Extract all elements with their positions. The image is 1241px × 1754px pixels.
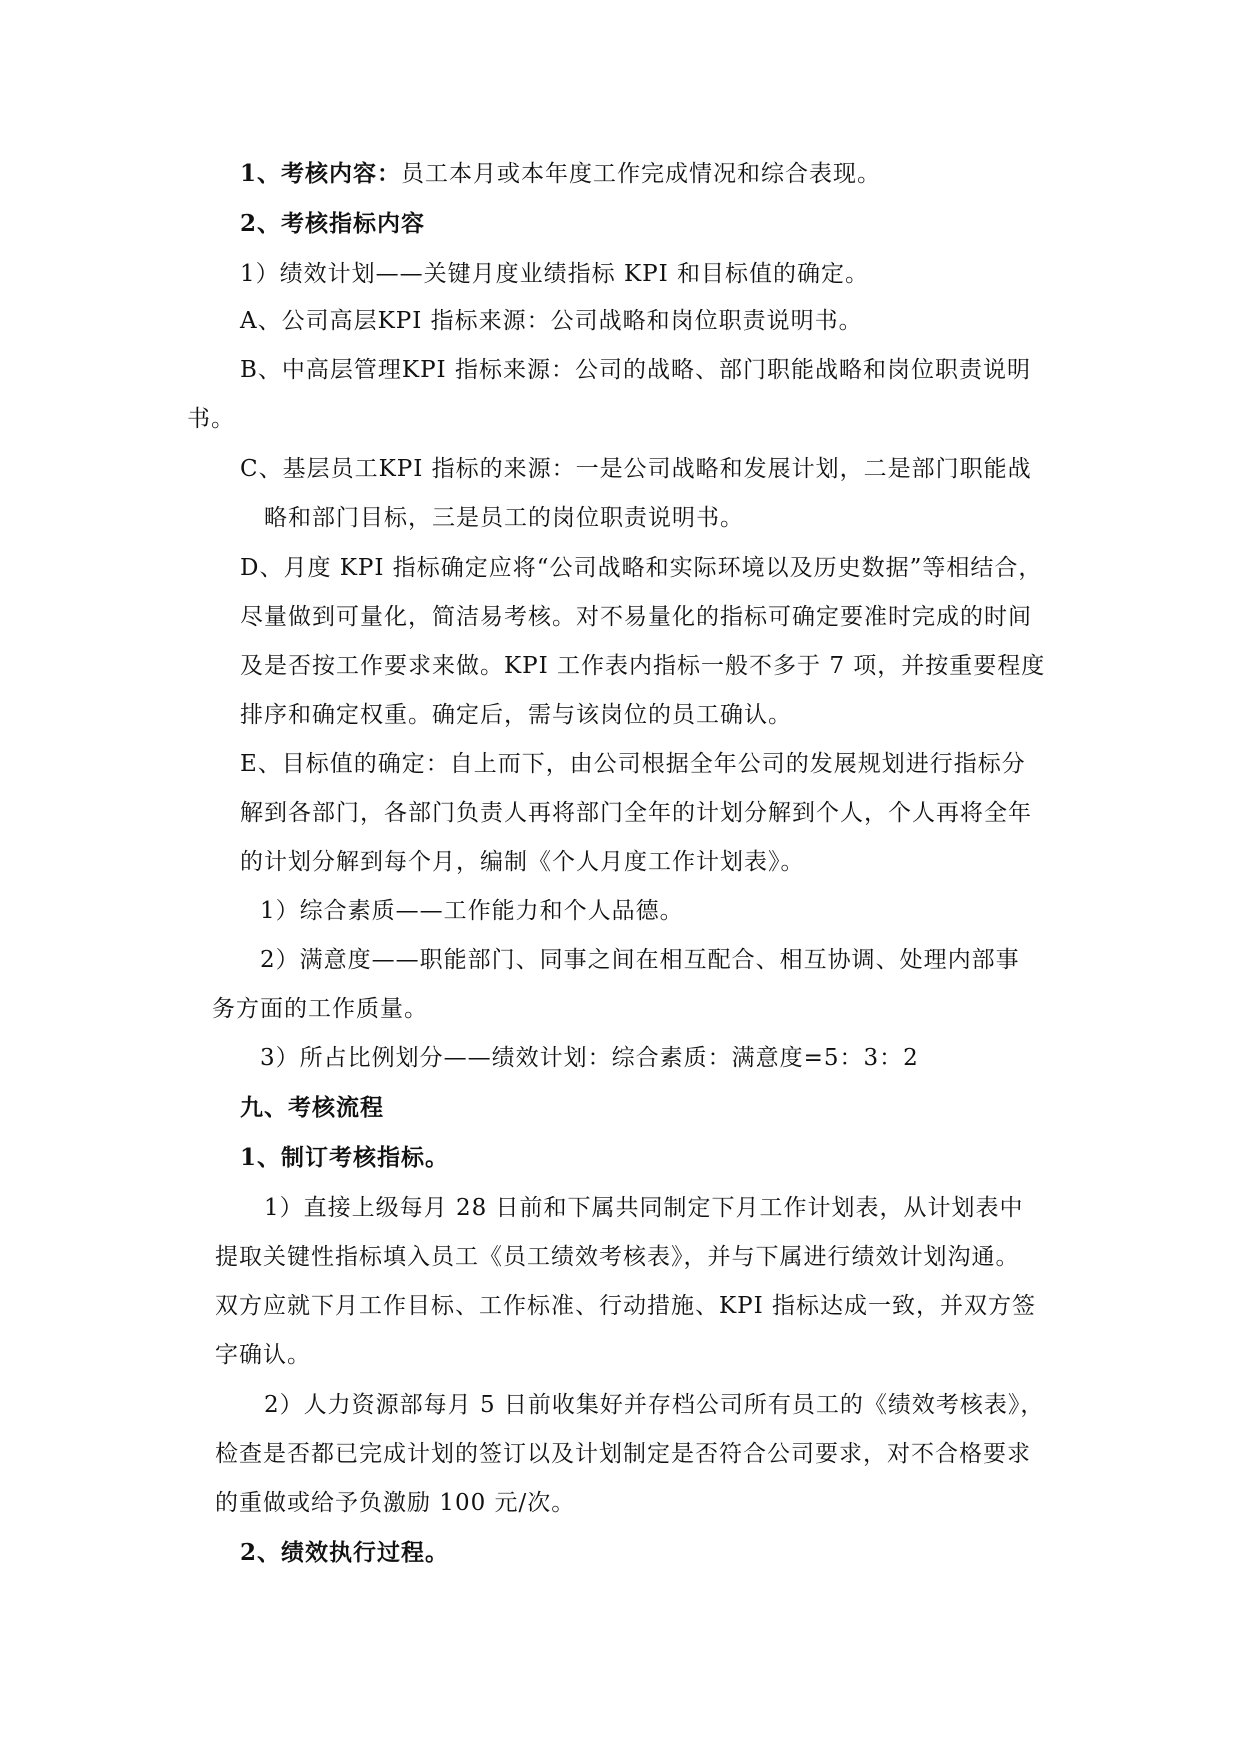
paragraph-line [215,1241,1020,1273]
bold-heading: 九、考核流程 [240,1094,384,1121]
line-text: 书。 [187,406,235,432]
paragraph-line [215,1290,1036,1322]
section-heading [240,1092,384,1124]
line-text: 1）绩效计划——关键月度业绩指标 KPI 和目标值的确定。 [240,261,869,287]
paragraph-line [215,1438,1031,1470]
line-text: 1）直接上级每月 28 日前和下属共同制定下月工作计划表，从计划表中 [264,1195,1024,1221]
paragraph-line [240,797,1032,829]
line-text: 排序和确定权重。确定后，需与该岗位的员工确认。 [240,702,792,728]
paragraph-line [187,403,235,435]
line-text: 1）综合素质——工作能力和个人品德。 [260,898,684,924]
paragraph-line [260,895,684,927]
bold-heading: 2、绩效执行过程。 [240,1539,450,1566]
paragraph-line [240,354,1031,386]
line-text: 检查是否都已完成计划的签订以及计划制定是否符合公司要求，对不合格要求 [215,1441,1031,1467]
paragraph-line [240,453,1032,485]
line-text: 员工本月或本年度工作完成情况和综合表现。 [401,161,882,187]
line-text: A、公司高层KPI 指标来源：公司战略和岗位职责说明书。 [240,308,863,334]
line-text: D、月度 KPI 指标确定应将“公司战略和实际环境以及历史数据”等相结合， [240,555,1043,581]
paragraph-line [215,1487,575,1519]
paragraph-line [240,748,1026,780]
paragraph-line [240,258,869,290]
line-text: 的重做或给予负激励 100 元/次。 [215,1490,576,1516]
line-text: 尽量做到可量化，简洁易考核。对不易量化的指标可确定要准时完成的时间 [240,604,1032,630]
line-text: E、目标值的确定：自上而下，由公司根据全年公司的发展规划进行指标分 [240,751,1026,777]
paragraph-line [240,846,805,878]
paragraph-line [260,944,1020,976]
paragraph-line [260,1042,919,1074]
paragraph-line [240,650,1045,682]
paragraph-line [240,699,792,731]
section-heading [240,1142,449,1174]
paragraph-line [264,502,744,534]
line-text: 双方应就下月工作目标、工作标准、行动措施、KPI 指标达成一致，并双方签 [215,1293,1037,1319]
paragraph-line [212,993,428,1025]
paragraph-line [215,1339,311,1371]
line-text: 2）满意度——职能部门、同事之间在相互配合、相互协调、处理内部事 [260,947,1020,973]
line-text: 略和部门目标，三是员工的岗位职责说明书。 [264,505,744,531]
line-text: 的计划分解到每个月，编制《个人月度工作计划表》。 [240,849,805,875]
bold-heading: 2、考核指标内容 [240,210,426,237]
line-text: 解到各部门，各部门负责人再将部门全年的计划分解到个人，个人再将全年 [240,800,1032,826]
section-heading [240,1537,449,1569]
line-text: B、中高层管理KPI 指标来源：公司的战略、部门职能战略和岗位职责说明 [240,357,1031,383]
line-text: 2）人力资源部每月 5 日前收集好并存档公司所有员工的《绩效考核表》， [264,1392,1045,1418]
line-text: 及是否按工作要求来做。KPI 工作表内指标一般不多于 7 项，并按重要程度 [240,653,1046,679]
paragraph-line [240,158,881,190]
paragraph-line [240,305,863,337]
bold-heading: 1、考核内容： [240,160,402,187]
line-text: 3）所占比例划分——绩效计划：综合素质：满意度=5：3：2 [260,1045,919,1071]
paragraph-line [240,552,1042,584]
paragraph-line [264,1389,1044,1421]
line-text: C、基层员工KPI 指标的来源：一是公司战略和发展计划，二是部门职能战 [240,456,1032,482]
section-heading [240,208,425,240]
paragraph-line [240,601,1032,633]
line-text: 字确认。 [215,1342,311,1368]
paragraph-line [264,1192,1024,1224]
line-text: 务方面的工作质量。 [212,996,428,1022]
bold-heading: 1、制订考核指标。 [240,1144,450,1171]
line-text: 提取关键性指标填入员工《员工绩效考核表》，并与下属进行绩效计划沟通。 [215,1244,1020,1270]
